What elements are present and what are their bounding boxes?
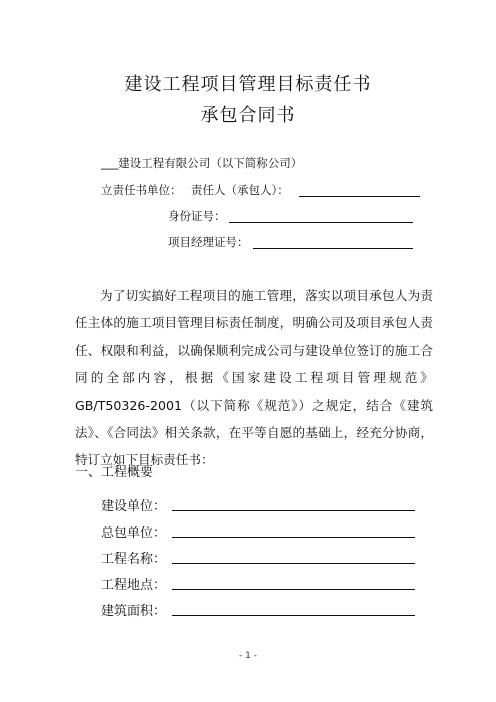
field-label-construction-unit: 建设单位：: [101, 499, 167, 514]
field-line-general-contractor: [172, 537, 415, 538]
body-paragraph-text: 为了切实搞好工程项目的施工管理，落实以项目承包人为责任主体的施工项目管理目标责任制度，明确公司及项目承包人责任、权限和利益，以确保顺利完成公司与建设单位签订的施工合同的全部内容，根据《国家建设工程项目管理规范》GB/T50326-2001（以下简称《规范》）之规定，结合《建筑法》、《合同法》相关条款，在平等自愿的基础上，经充分协商，特订立如下目标责任书：: [75, 288, 433, 468]
document-title: 建设工程项目管理目标责任书: [124, 74, 372, 95]
field-label-project-name: 工程名称：: [101, 552, 167, 567]
company-line: [101, 155, 302, 171]
field-label-building-area: 建筑面积：: [101, 604, 167, 619]
id-label: 身份证号：: [168, 209, 226, 223]
body-paragraph: [75, 282, 433, 474]
responsible-blank-line: [299, 196, 420, 197]
field-line-building-area: [172, 615, 415, 616]
field-line-project-location: [172, 589, 415, 590]
page-number: - 1 -: [239, 651, 257, 661]
field-label-general-contractor: 总包单位：: [101, 526, 167, 541]
document-subtitle: 承包合同书: [200, 105, 296, 126]
manager-cert-label: 项目经理证号：: [168, 235, 249, 249]
issuer-label: 立责任书单位：: [101, 183, 182, 197]
company-prefix: ___: [101, 156, 119, 170]
responsible-label: 责任人（承包人）：: [191, 183, 289, 197]
field-line-construction-unit: [172, 510, 415, 511]
section-heading: 一、工程概要: [75, 465, 154, 480]
company-name: 建设工程有限公司（以下简称公司）: [118, 156, 303, 170]
field-label-project-location: 工程地点：: [101, 578, 167, 593]
id-blank-line: [229, 222, 413, 223]
manager-cert-blank-line: [253, 248, 413, 249]
field-line-project-name: [172, 563, 415, 564]
